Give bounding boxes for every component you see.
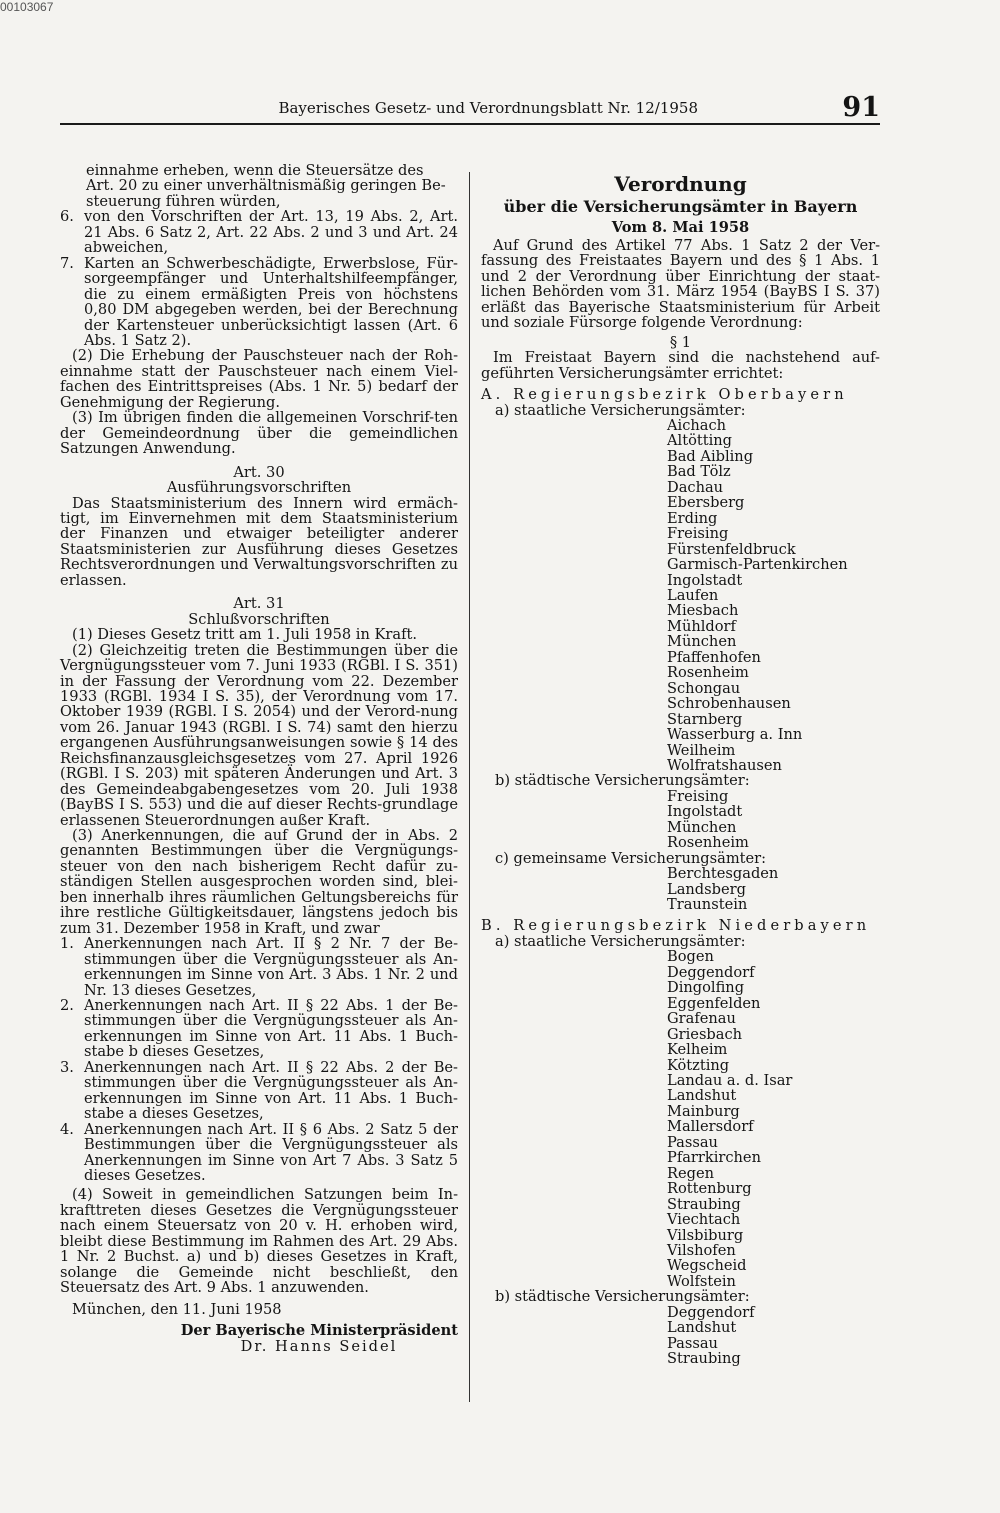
town-list <box>481 418 880 773</box>
article-31-paragraph-1: (1) Dieses Gesetz tritt am 1. Juli 1958 in Kraft. <box>72 626 417 644</box>
town-item: Laufen <box>667 586 719 604</box>
item-number: 4. <box>60 1120 74 1138</box>
category-label: c) gemeinsame Versicherungsämter: <box>495 849 767 867</box>
town-item: Griesbach <box>667 1025 743 1043</box>
town-item: Wasserburg a. Inn <box>667 726 803 744</box>
article-30-text: Das Staatsministerium des Innern wird ermäch-tigt, im Einvernehmen mit dem Staatsministerium der Finanzen und etwaiger beteiligter anderer Staatsministerien zur Ausführung dieses Gesetzes Rechtsverordnungen und Verwaltungsvorschriften zu erlassen. <box>60 494 458 589</box>
right-column <box>481 172 880 1367</box>
article-31-title: Schlußvorschriften <box>188 610 330 628</box>
running-title: Bayerisches Gesetz- und Verordnungsblatt Nr. 12/1958 <box>278 99 698 117</box>
town-item: Traunstein <box>667 896 748 914</box>
town-item: Eggenfelden <box>667 994 761 1012</box>
town-item: Weilheim <box>667 741 736 759</box>
intro-line: einnahme erheben, wenn die Steuersätze des <box>86 162 424 179</box>
item-text: Anerkennungen nach Art. II § 2 Nr. 7 der Be-stimmungen über die Vergnügungssteuer als An-erkennungen im Sinne von Art. 3 Abs. 1 Nr. 2 und Nr. 13 dieses Gesetzes, <box>84 935 458 999</box>
town-item: Vilsbiburg <box>667 1226 744 1244</box>
town-list <box>481 949 880 1289</box>
town-item: Viechtach <box>667 1211 741 1229</box>
paragraph-3: (3) Im übrigen finden die allgemeinen Vorschrif-ten der Gemeindeordnung über die gemeindlichen Satzungen Anwendung. <box>60 409 458 458</box>
town-item: Schrobenhausen <box>667 695 791 713</box>
ordinance-subtitle: über die Versicherungsämter in Bayern <box>503 197 858 216</box>
town-item: Vilshofen <box>667 1242 736 1259</box>
town-item: Schongau <box>667 679 741 697</box>
town-item: Straubing <box>667 1350 741 1368</box>
town-item: Landsberg <box>667 880 746 898</box>
intro-line: steuerung führen würden, <box>86 192 281 210</box>
town-item: Rottenburg <box>667 1180 752 1198</box>
section-heading: § 1 <box>669 333 692 351</box>
item-number: 6. <box>60 208 74 226</box>
ordinance-title: Verordnung <box>614 172 747 196</box>
town-item: München <box>667 818 737 836</box>
category-label: b) städtische Versicherungsämter: <box>495 772 750 790</box>
town-item: Bad Tölz <box>667 463 731 481</box>
article-31-number: Art. 31 <box>233 595 285 613</box>
signatory-name: Dr. Hanns Seidel <box>240 1337 398 1355</box>
item-text: Anerkennungen nach Art. II § 22 Abs. 2 der Be-stimmungen über die Vergnügungssteuer als An-erkennungen im Sinne von Art. 11 Abs. 1 Buch-stabe a dieses Gesetzes, <box>84 1058 458 1123</box>
town-item: Wolfratshausen <box>667 756 782 774</box>
town-item: Erding <box>667 509 718 527</box>
town-item: Mallersdorf <box>667 1118 754 1136</box>
town-item: Deggendorf <box>667 963 755 981</box>
town-item: Altötting <box>667 432 732 450</box>
town-item: Wegscheid <box>667 1257 747 1275</box>
town-item: Kötzting <box>667 1056 730 1074</box>
category-label: a) staatliche Versicherungsämter: <box>495 932 746 950</box>
list-item <box>60 998 458 1060</box>
town-item: Miesbach <box>667 602 739 620</box>
item-number: 1. <box>60 935 74 953</box>
town-item: Starnberg <box>667 710 743 728</box>
intro-line: Art. 20 zu einer unverhältnismäßig geringen Be- <box>86 177 446 195</box>
town-item: Aichach <box>667 416 727 434</box>
left-column <box>60 163 458 1354</box>
district-heading: A. Regierungsbezirk Oberbayern <box>481 386 848 404</box>
category-label: b) städtische Versicherungsämter: <box>495 1288 750 1306</box>
town-item: Pfaffenhofen <box>667 648 761 666</box>
town-item: Wolfstein <box>667 1272 736 1290</box>
town-item: Mainburg <box>667 1102 740 1120</box>
town-item: Landau a. d. Isar <box>667 1072 793 1090</box>
place-date: München, den 11. Juni 1958 <box>72 1300 282 1318</box>
article-31-paragraph-2: (2) Gleichzeitig treten die Bestimmungen über die Vergnügungssteuer vom 7. Juni 1933 (RGBl. I S. 351) in der Fassung der Verordnung vom 22. Dezember 1933 (RGBl. 1934 I S. 35), der Verordnung vom 17. Oktober 1939 (RGBl. I S. 2054) und der Verord-nung vom 26. Januar 1943 (RGBl. I S. 74) samt den hierzu ergangenen Ausführungsanweisungen sowie § 14 des Reichsfinanzausgleichsgesetzes vom 27. April 1926 (RGBl. I S. 203) mit späteren Änderungen und Art. 3 des Gemeindeabgabengesetzes vom 20. Juli 1938 (BayBS I S. 553) und die auf dieser Rechts-grundlage erlassenen Steuerordnungen außer Kraft. <box>60 641 458 829</box>
town-item: Ingolstadt <box>667 571 743 589</box>
page-header <box>60 92 880 123</box>
town-item: Bogen <box>667 948 714 966</box>
ordinance-date: Vom 8. Mai 1958 <box>611 219 750 236</box>
page-number: 91 <box>842 92 880 123</box>
town-item: Freising <box>667 525 729 543</box>
item-text: von den Vorschriften der Art. 13, 19 Abs. 2, Art. 21 Abs. 6 Satz 2, Art. 22 Abs. 2 und 3 und Art. 24 abweichen, <box>84 208 458 257</box>
list-item <box>60 1122 458 1184</box>
town-item: Passau <box>667 1334 718 1352</box>
town-item: Regen <box>667 1164 715 1182</box>
town-item: Garmisch-Partenkirchen <box>667 556 848 574</box>
town-item: Rosenheim <box>667 834 749 852</box>
item-text: Anerkennungen nach Art. II § 22 Abs. 1 der Be-stimmungen über die Vergnügungssteuer als An-erkennungen im Sinne von Art. 11 Abs. 1 Buch-stabe b dieses Gesetzes, <box>84 997 458 1061</box>
town-item: Ingolstadt <box>667 803 743 821</box>
town-item: Kelheim <box>667 1041 728 1059</box>
article-30-title: Ausführungsvorschriften <box>166 479 352 497</box>
town-item: Fürstenfeldbruck <box>667 540 796 558</box>
article-31-paragraph-4: (4) Soweit in gemeindlichen Satzungen beim In-krafttreten dieses Gesetzes die Vergnügungssteuer nach einem Steuersatz von 20 v. H. erhoben wird, bleibt diese Bestimmung im Rahmen des Art. 29 Abs. 1 Nr. 2 Buchst. a) und b) dieses Gesetzes in Kraft, solange die Gemeinde nicht beschließt, den Steuersatz des Art. 9 Abs. 1 anzuwenden. <box>60 1186 458 1297</box>
paragraph-2: (2) Die Erhebung der Pauschsteuer nach der Roh-einnahme statt der Pauschsteuer nach einem Viel-fachen des Eintrittspreises (Abs. 1 Nr. 5) bedarf der Genehmigung der Regierung. <box>60 347 458 411</box>
town-item: Grafenau <box>667 1010 736 1028</box>
article-31-paragraph-3: (3) Anerkennungen, die auf Grund der in Abs. 2 genannten Bestimmungen über die Vergnügungs-steuer von den nach bisherigem Recht dafür zu-ständigen Stellen ausgesprochen worden sind, blei-ben innerhalb ihres räumlichen Geltungsbereichs für ihre restliche Gültigkeitsdauer, längstens jedoch bis zum 31. Dezember 1958 in Kraft, und zwar <box>60 827 458 937</box>
column-divider <box>469 172 470 1402</box>
town-item: Straubing <box>667 1195 741 1213</box>
item-number: 7. <box>60 254 74 272</box>
town-item: Dachau <box>667 478 724 496</box>
item-number: 3. <box>60 1058 74 1076</box>
header-rule <box>60 123 880 125</box>
preamble: Auf Grund des Artikel 77 Abs. 1 Satz 2 der Ver-fassung des Freistaates Bayern und des § 1 Abs. 1 und 2 der Verordnung über Einrichtung der staat-lichen Behörden vom 31. März 1954 (BayBS I S. 37) erläßt das Bayerische Staatsministerium für Arbeit und soziale Fürsorge folgende Verordnung: <box>481 237 880 332</box>
list-item <box>60 256 458 349</box>
town-item: Pfarrkirchen <box>667 1149 761 1167</box>
town-item: Landshut <box>667 1319 737 1337</box>
item-number: 2. <box>60 997 74 1015</box>
category-label: a) staatliche Versicherungsämter: <box>495 401 746 419</box>
town-list <box>481 1305 880 1367</box>
town-item: Landshut <box>667 1087 737 1105</box>
town-item: Ebersberg <box>667 494 745 512</box>
town-item: Passau <box>667 1133 718 1151</box>
list-item <box>60 936 458 998</box>
signatory-office: Der Bayerische Ministerpräsident <box>180 1322 458 1340</box>
town-list <box>481 789 880 851</box>
town-item: Dingolfing <box>667 979 745 997</box>
article-30-number: Art. 30 <box>233 463 285 481</box>
district-heading: B. Regierungsbezirk Niederbayern <box>481 917 871 935</box>
list-item <box>60 1060 458 1122</box>
item-text: Anerkennungen nach Art. II § 6 Abs. 2 Satz 5 der Bestimmungen über die Vergnügungssteuer als Anerkennungen im Sinne von Art 7 Abs. 3 Satz 5 dieses Gesetzes. <box>84 1120 458 1184</box>
town-item: Freising <box>667 787 729 805</box>
town-item: Mühldorf <box>667 617 736 635</box>
town-item: Berchtesgaden <box>667 865 779 883</box>
item-text: Karten an Schwerbeschädigte, Erwerbslose, Für-sorgeempfänger und Unterhaltshilfeempfänger, die zu einem ermäßigten Preis von höchstens 0,80 DM abgegeben werden, bei der Berechnung der Kartensteuer unberücksichtigt lassen (Art. 6 Abs. 1 Satz 2). <box>84 254 458 349</box>
town-item: Deggendorf <box>667 1303 755 1321</box>
town-item: Rosenheim <box>667 664 749 682</box>
town-list <box>481 866 880 912</box>
town-item: Bad Aibling <box>667 447 754 465</box>
town-item: München <box>667 633 737 651</box>
section-text: Im Freistaat Bayern sind die nachstehend auf-geführten Versicherungsämter errichtet: <box>481 349 880 382</box>
list-item <box>60 209 458 255</box>
archive-mark: 00103067 <box>0 0 54 14</box>
